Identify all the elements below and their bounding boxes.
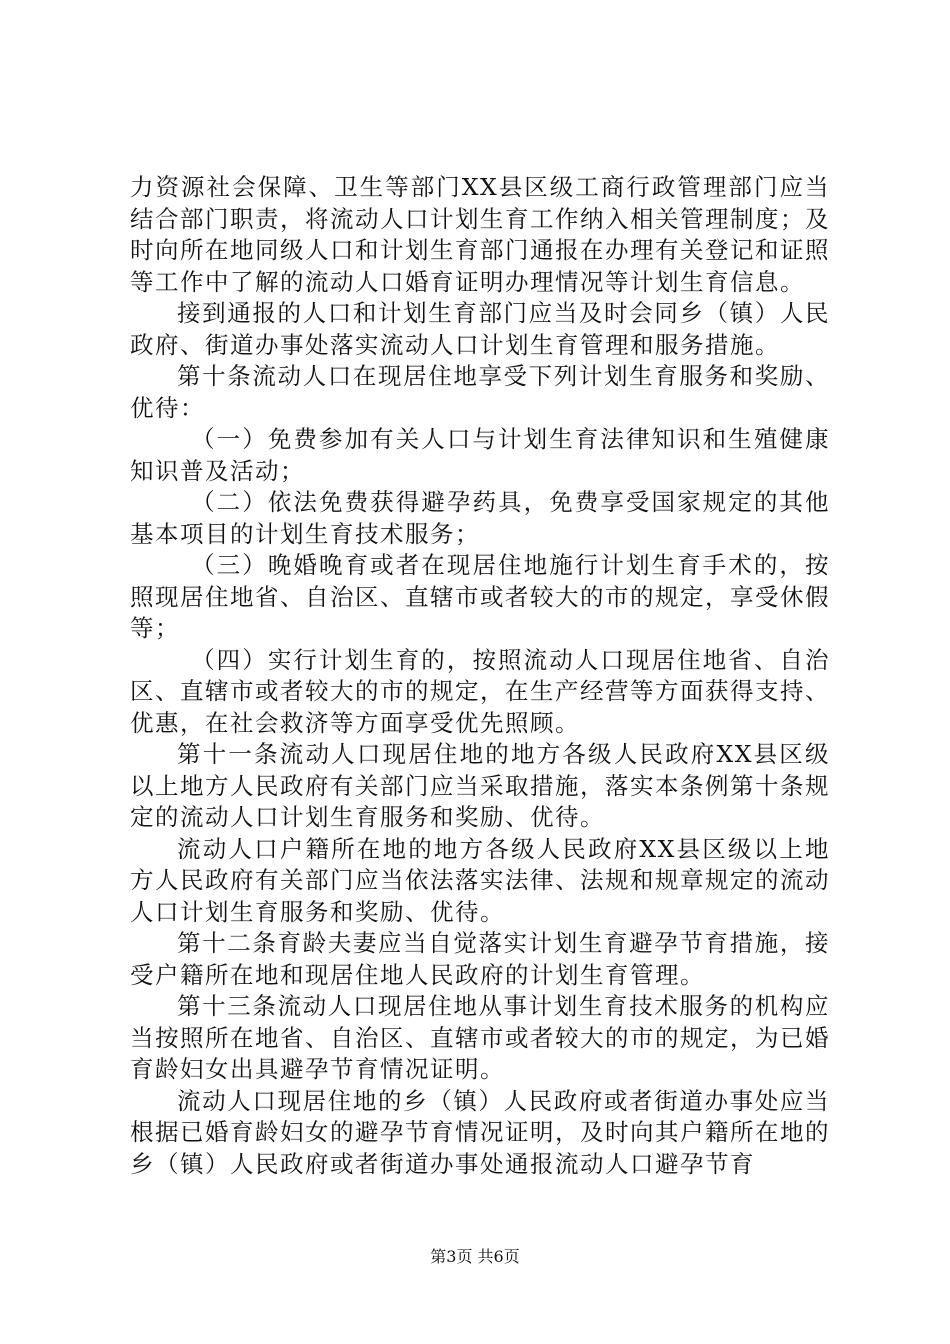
paragraph-item-2: （二）依法免费获得避孕药具，免费享受国家规定的其他基本项目的计划生育技术服务； [130, 488, 830, 548]
paragraph-article-11-b: 流动人口户籍所在地的地方各级人民政府XX县区级以上地方人民政府有关部门应当依法落实法律、法规和规章规定的流动人口计划生育服务和奖励、优待。 [130, 834, 830, 926]
paragraph-2: 接到通报的人口和计划生育部门应当及时会同乡（镇）人民政府、街道办事处落实流动人口计划生育管理和服务措施。 [130, 299, 830, 359]
page-number-footer: 第3页 共6页 [430, 1247, 520, 1266]
paragraph-article-11: 第十一条流动人口现居住地的地方各级人民政府XX县区级以上地方人民政府有关部门应当采取措施，落实本条例第十条规定的流动人口计划生育服务和奖励、优待。 [130, 740, 830, 831]
paragraph-article-13-b: 流动人口现居住地的乡（镇）人民政府或者街道办事处应当根据已婚育龄妇女的避孕节育情况证明，及时向其户籍所在地的乡（镇）人民政府或者街道办事处通报流动人口避孕节育 [130, 1086, 830, 1178]
paragraph-item-3: （三）晚婚晚育或者在现居住地施行计划生育手术的，按照现居住地省、自治区、直辖市或者较大的市的规定，享受休假等； [130, 551, 830, 642]
paragraph-article-10: 第十条流动人口在现居住地享受下列计划生育服务和奖励、优待： [130, 362, 830, 422]
paragraph-item-1: （一）免费参加有关人口与计划生育法律知识和生殖健康知识普及活动； [130, 425, 830, 485]
paragraph-article-13: 第十三条流动人口现居住地从事计划生育技术服务的机构应当按照所在地省、自治区、直辖市或者较大的市的规定，为已婚育龄妇女出具避孕节育情况证明。 [130, 992, 830, 1083]
document-body [130, 172, 830, 1180]
paragraph-item-4: （四）实行计划生育的，按照流动人口现居住地省、自治区、直辖市或者较大的市的规定，在生产经营等方面获得支持、优惠，在社会救济等方面享受优先照顾。 [130, 645, 830, 737]
paragraph-1: 力资源社会保障、卫生等部门XX县区级工商行政管理部门应当结合部门职责，将流动人口计划生育工作纳入相关管理制度；及时向所在地同级人口和计划生育部门通报在办理有关登记和证照等工作中了解的流动人口婚育证明办理情况等计划生育信息。 [130, 173, 830, 296]
paragraph-article-12: 第十二条育龄夫妻应当自觉落实计划生育避孕节育措施，接受户籍所在地和现居住地人民政府的计划生育管理。 [130, 929, 830, 989]
